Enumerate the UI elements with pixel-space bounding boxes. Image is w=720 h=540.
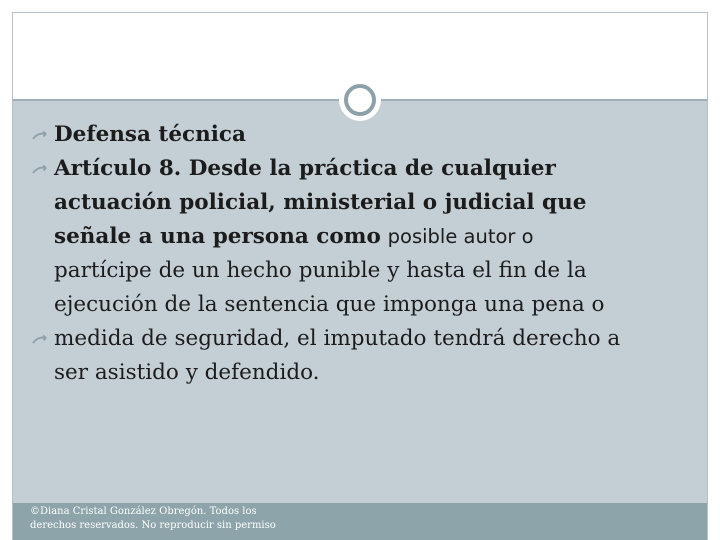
curved-arrow-bullet-icon	[32, 131, 48, 141]
footer-bar	[13, 503, 707, 540]
ring-inner	[344, 84, 376, 116]
article-line-3-sans: posible autor o	[387, 225, 534, 248]
bullet-article	[30, 152, 690, 322]
article-line-3	[54, 220, 690, 254]
article-line-1: Artículo 8. Desde la práctica de cualquier	[54, 156, 556, 181]
footer-copyright-line-1: ©Diana Cristal González Obregón. Todos los	[30, 506, 257, 517]
article-line-4: partícipe de un hecho punible y hasta el fin de la	[54, 258, 587, 283]
curved-arrow-bullet-icon	[32, 165, 48, 175]
slide-body	[30, 118, 690, 390]
bullet-title	[30, 118, 690, 152]
continuation-line-1: medida de seguridad, el imputado tendrá derecho a	[54, 326, 621, 351]
bullet-continuation	[30, 322, 690, 390]
continuation-line-2: ser asistido y defendido.	[54, 360, 320, 385]
article-line-5: ejecución de la sentencia que imponga una pena o	[54, 292, 605, 317]
curved-arrow-bullet-icon	[32, 335, 48, 345]
circle-ring-icon	[339, 79, 381, 121]
footer-copyright	[30, 505, 300, 533]
bullet-title-text: Defensa técnica	[54, 122, 246, 147]
article-line-2: actuación policial, ministerial o judicial que	[54, 190, 587, 215]
footer-copyright-line-2: derechos reservados. No reproducir sin permiso	[30, 520, 276, 531]
article-line-3-bold: señale a una persona como	[54, 224, 381, 249]
